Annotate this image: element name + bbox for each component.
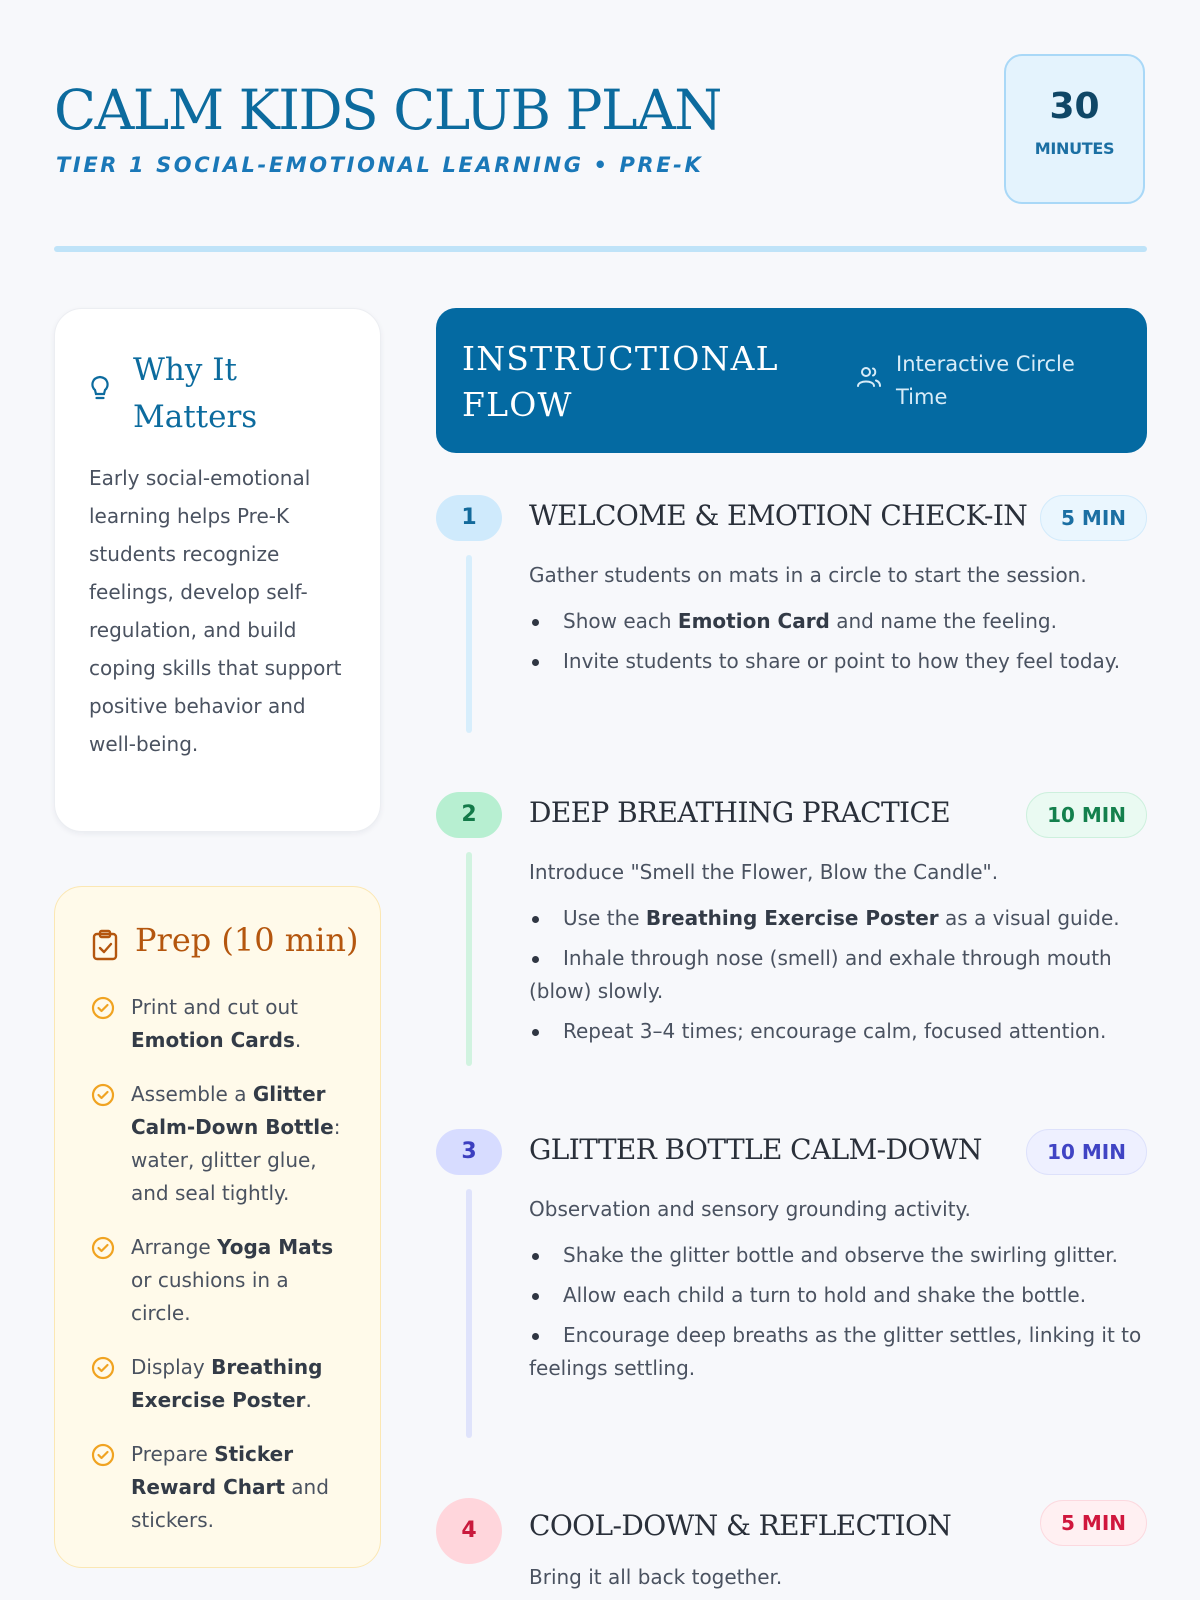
- step-bullet: Allow each child a turn to hold and shake the bottle.: [516, 1279, 1149, 1312]
- flow-title: INSTRUCTIONAL FLOW: [462, 339, 779, 424]
- step-description: Gather students on mats in a circle to start the session.: [529, 563, 1087, 587]
- check-circle-icon: [91, 1356, 115, 1390]
- step-title: GLITTER BOTTLE CALM-DOWN: [529, 1133, 982, 1166]
- step-title: WELCOME & EMOTION CHECK-IN: [529, 499, 1028, 532]
- check-circle-icon: [91, 1236, 115, 1270]
- prep-list: [91, 991, 353, 1558]
- step-description: Introduce "Smell the Flower, Blow the Candle".: [529, 860, 999, 884]
- step-description: Observation and sensory grounding activity.: [529, 1197, 971, 1221]
- page-subtitle: TIER 1 SOCIAL-EMOTIONAL LEARNING • PRE-K: [56, 153, 704, 177]
- check-circle-icon: [91, 1083, 115, 1117]
- prep-item: Arrange Yoga Mats or cushions in a circle.: [91, 1231, 353, 1330]
- step-title: DEEP BREATHING PRACTICE: [529, 796, 951, 829]
- why-title: Why It Matters: [133, 352, 258, 435]
- instructional-flow-header: [436, 308, 1147, 453]
- flow-mode: Interactive Circle Time: [896, 352, 1075, 409]
- step-number: 2: [436, 792, 502, 838]
- step-time-badge: 5 MIN: [1040, 1500, 1147, 1546]
- page-title: CALM KIDS CLUB PLAN: [54, 78, 721, 142]
- lightbulb-icon: [89, 373, 111, 407]
- users-icon: [856, 365, 882, 393]
- step-bullet: Use the Breathing Exercise Poster as a visual guide.: [516, 902, 1149, 935]
- prep-item: Assemble a Glitter Calm-Down Bottle: water, glitter glue, and seal tightly.: [91, 1078, 353, 1210]
- duration-badge: [1004, 54, 1145, 204]
- step-time-badge: 10 MIN: [1026, 792, 1147, 838]
- clipboard-check-icon: [91, 929, 119, 965]
- prep-card: [54, 886, 381, 1568]
- prep-item: Prepare Sticker Reward Chart and stickers.: [91, 1438, 353, 1537]
- duration-value: 30: [1049, 86, 1100, 127]
- step-bullet: Show each Emotion Card and name the feeling.: [516, 605, 1149, 638]
- step-bullet: Invite students to share or point to how they feel today.: [516, 645, 1149, 678]
- step-bullet: Encourage deep breaths as the glitter settles, linking it to feelings settling.: [516, 1319, 1149, 1385]
- step-number: 3: [436, 1129, 502, 1175]
- step-connector: [466, 555, 472, 733]
- step-time-badge: 5 MIN: [1040, 495, 1147, 541]
- check-circle-icon: [91, 996, 115, 1030]
- step-bullet: Inhale through nose (smell) and exhale through mouth (blow) slowly.: [516, 942, 1149, 1008]
- header-divider: [54, 246, 1147, 252]
- step-connector: [466, 852, 472, 1066]
- why-text: Early social-emotional learning helps Pre-K students recognize feelings, develop self-regulation, and build coping skills that support positive behavior and well-being.: [89, 466, 342, 756]
- check-circle-icon: [91, 1443, 115, 1477]
- step-bullet: Repeat 3–4 times; encourage calm, focused attention.: [516, 1015, 1149, 1048]
- step-time-badge: 10 MIN: [1026, 1129, 1147, 1175]
- step-bullets: [529, 605, 1149, 685]
- step-connector: [466, 1189, 472, 1438]
- step-bullets: [529, 1239, 1149, 1392]
- step-number: 1: [436, 495, 502, 541]
- step-description: Bring it all back together.: [529, 1565, 783, 1589]
- prep-item: Display Breathing Exercise Poster.: [91, 1351, 353, 1417]
- why-it-matters-card: [54, 308, 381, 832]
- step-number: 4: [436, 1498, 502, 1564]
- step-title: COOL-DOWN & REFLECTION: [529, 1509, 952, 1542]
- duration-unit: MINUTES: [1034, 139, 1115, 158]
- prep-item: Print and cut out Emotion Cards.: [91, 991, 353, 1057]
- step-bullet: Shake the glitter bottle and observe the swirling glitter.: [516, 1239, 1149, 1272]
- step-bullets: [529, 902, 1149, 1055]
- prep-title: Prep (10 min): [135, 921, 359, 959]
